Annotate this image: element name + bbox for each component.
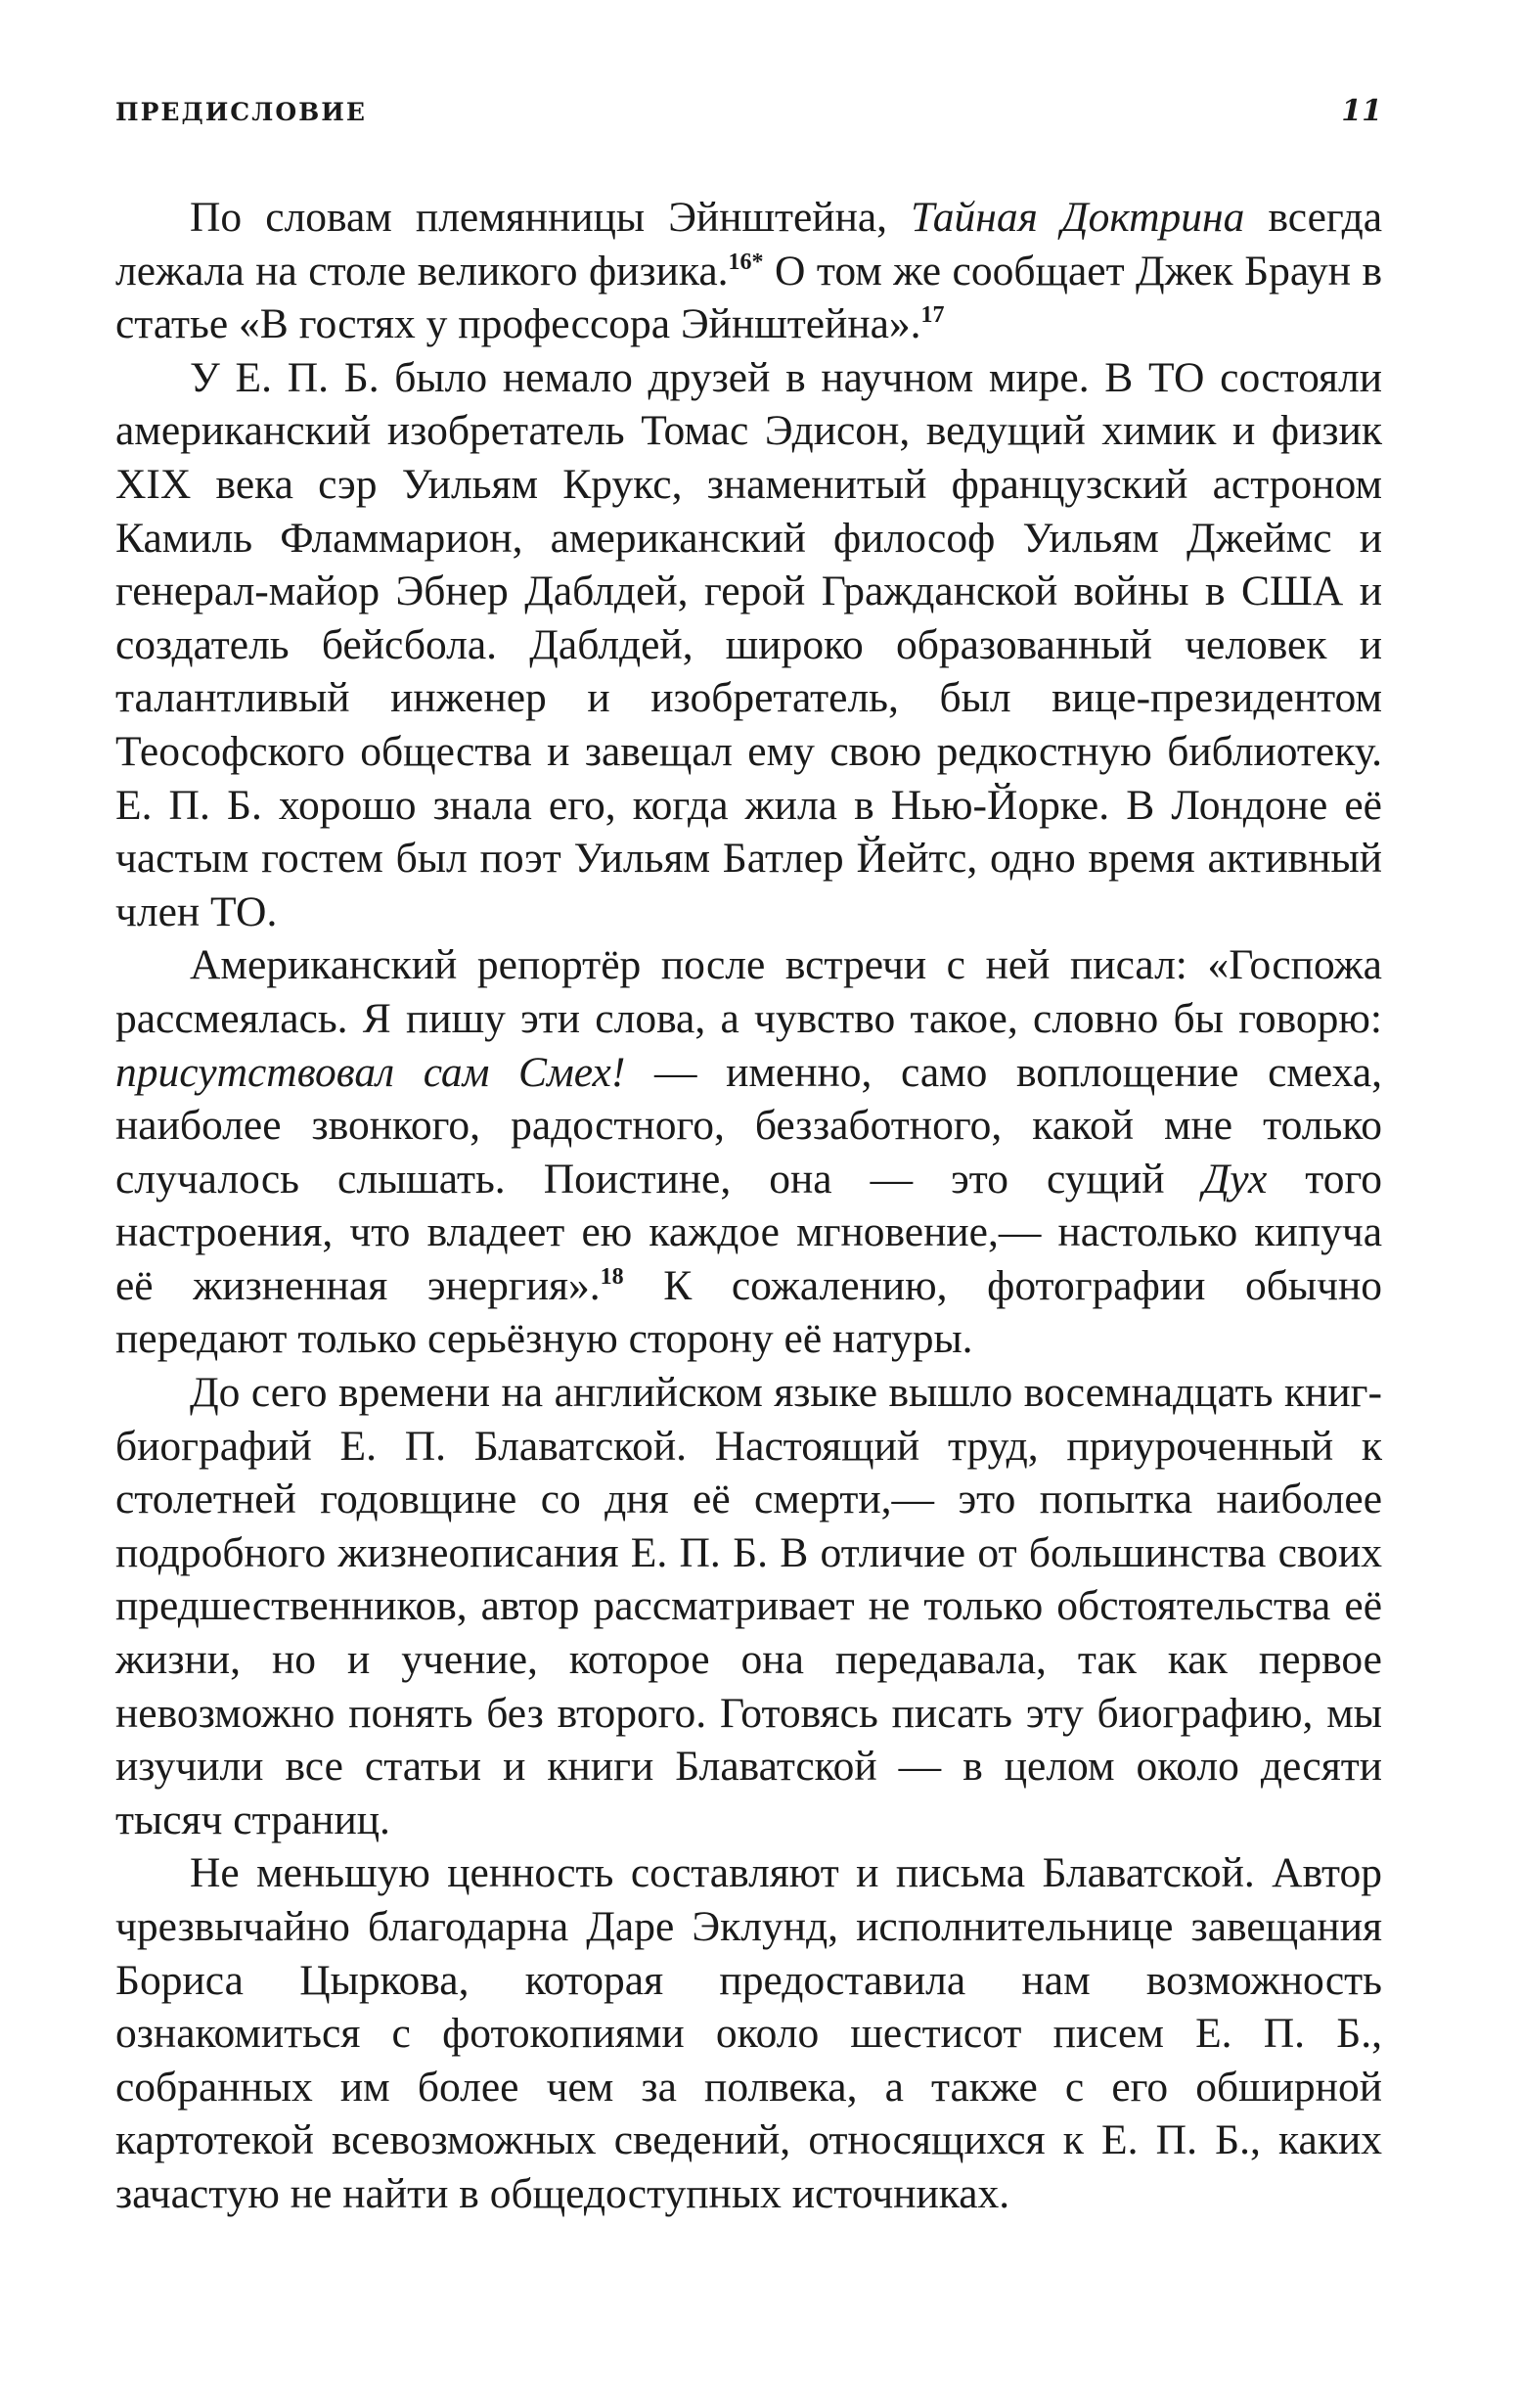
running-head [115,94,1382,133]
section-title: ПРЕДИСЛОВИЕ [115,98,367,126]
footnote-ref-18: 18 [600,1263,624,1290]
body-text [115,191,1382,2221]
paragraph-biographies: До сего времени на английском языке вышло восемнадцать книг-биографий Е. П. Блаватской. Настоящий труд, приуроченный к столетней годовщине со дня её смерти,— это попытка наиболее подробного жизнеописания Е. П. Б. В отличие от большинства своих предшественников, автор рассматривает не только обстоятельства её жизни, но и учение, которое она передавала, так как первое невозможно понять без второго. Готовясь писать эту биографию, мы изучили все статьи и книги Блаватской — в целом около десяти тысяч страниц. [115,1369,1382,1843]
page-number: 11 [1341,94,1382,128]
footnote-ref-16: 16* [728,249,764,275]
paragraph-friends: У Е. П. Б. было немало друзей в научном мире. В ТО состояли американский изобретатель Томас Эдисон, ведущий химик и физик XIX века сэр Уильям Крукс, знаменитый французский астроном Камиль Фламмарион, американский философ Уильям Джеймс и генерал-майор Эбнер Даблдей, герой Гражданской войны в США и создатель бейсбола. Даблдей, широко образованный человек и талантливый инженер и изобретатель, был вице-президентом Теософского общества и завещал ему свою редкостную библиотеку. Е. П. Б. хорошо знала его, когда жила в Нью-Йорке. В Лондоне её частым гостем был поэт Уильям Батлер Йейтс, одно время активный член ТО. [115,353,1382,935]
paragraph-einstein: По словам племянницы Эйнштейна, Тайная Доктрина всегда лежала на столе великого физика.$^{16*}$ О том же сообщает Джек Браун в статье «В гостях у профессора Эйнштейна».$^{17}$ [115,194,1383,348]
book-title-secret-doctrine: Тайная Доктрина [911,194,1245,241]
paragraph-reporter: Американский репортёр после встречи с ней писал: «Госпожа рассмеялась. Я пишу эти слова, а чувство такое, словно бы говорю: присутствовал сам Смех! — именно, само воплощение смеха, наиболее звонкого, радостного, беззаботного, какой мне только случалось слышать. Поистине, она — это сущий Дух того настроения, что владеет ею каждое мгновение,— настолько кипуча её жизненная энергия».$^{18}$ К сожалению, фотографии обычно передают только серьёзную сторону её натуры. [115,941,1383,1363]
footnote-ref-17: 17 [920,302,945,329]
paragraph-letters: Не меньшую ценность составляют и письма Блаватской. Автор чрезвычайно благодарна Даре Эклунд, исполнительнице завещания Бориса Цыркова, которая предоставила нам возможность ознакомиться с фотокопиями около шестисот писем Е. П. Б., собранных им более чем за полвека, а также с его обширной картотекой всевозможных сведений, относящихся к Е. П. Б., каких зачастую не найти в общедоступных источниках. [115,1849,1382,2217]
